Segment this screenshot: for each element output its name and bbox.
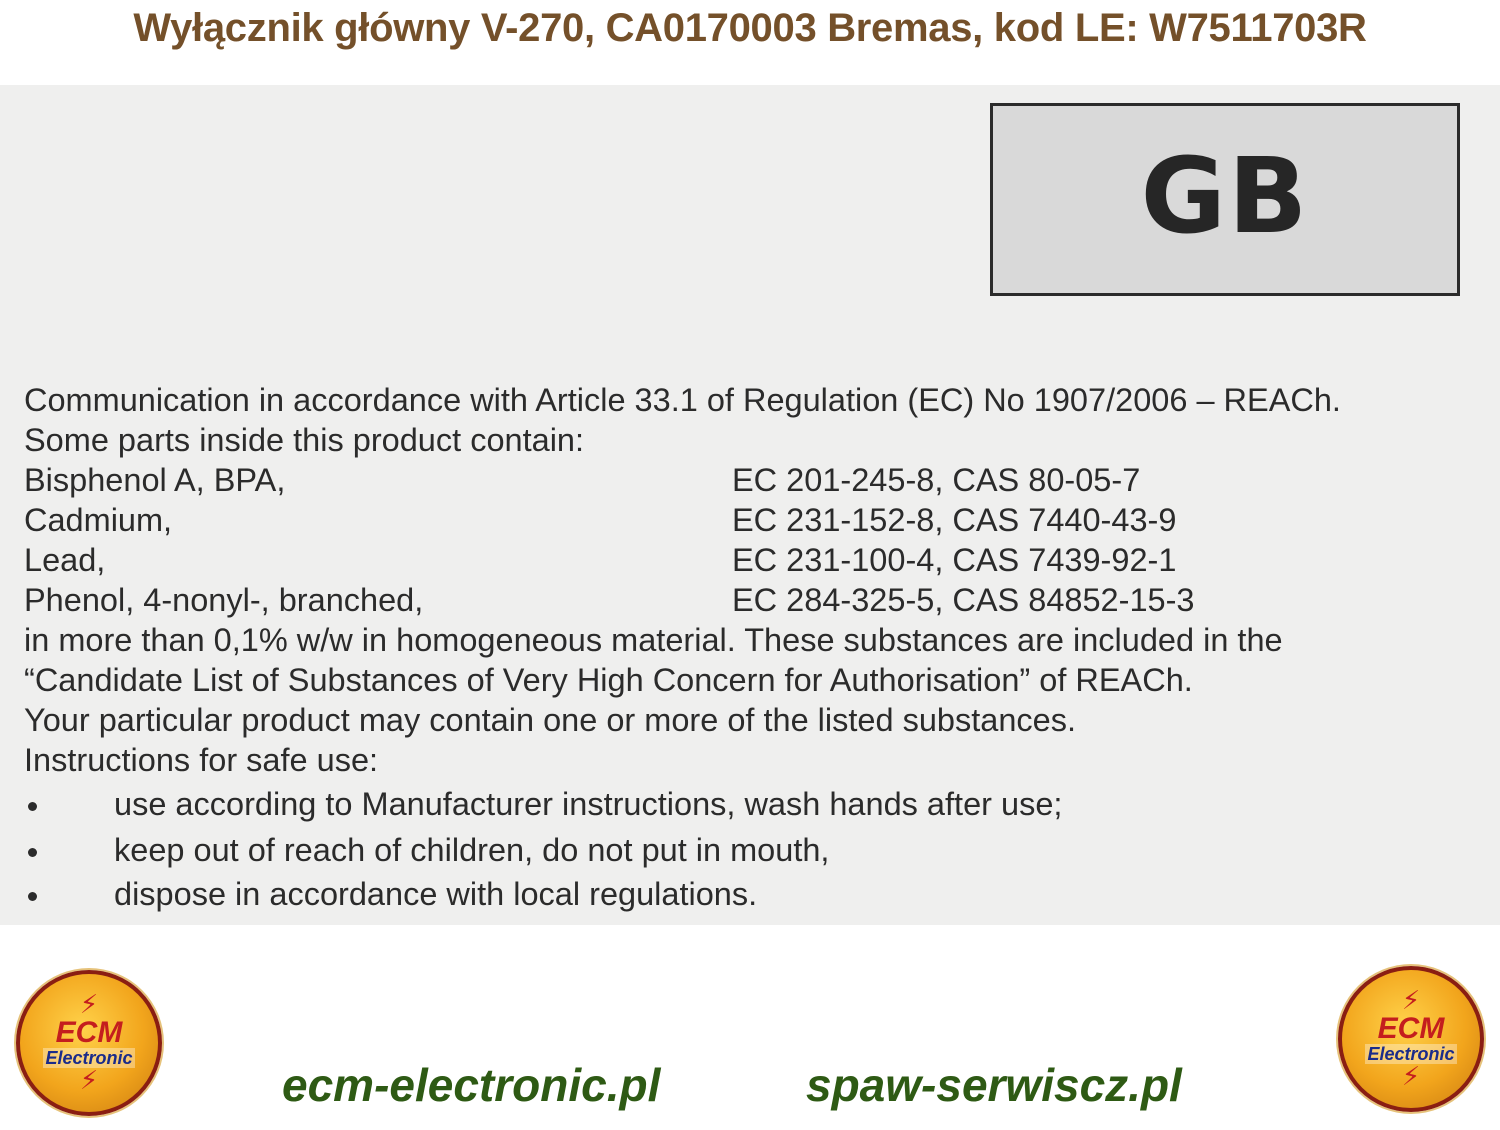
substance-name: Cadmium, xyxy=(24,502,173,538)
notice-line: Instructions for safe use: xyxy=(24,742,379,778)
substance-name: Bisphenol A, BPA, xyxy=(24,462,286,498)
lightning-icon: ⚡ xyxy=(1401,986,1421,1016)
logo-text: ECM xyxy=(55,1016,123,1049)
ecm-logo-left xyxy=(16,970,162,1116)
country-code-box xyxy=(990,103,1460,296)
instruction-item: dispose in accordance with local regulations. xyxy=(114,876,758,912)
logo-subtext: Electronic xyxy=(45,1048,133,1068)
logo-subtext: Electronic xyxy=(1367,1044,1455,1064)
substance-ids: EC 284-325-5, CAS 84852-15-3 xyxy=(732,582,1195,618)
lightning-icon: ⚡ xyxy=(1401,1062,1421,1092)
substance-name: Phenol, 4-nonyl-, branched, xyxy=(24,582,424,618)
notice-line: Your particular product may contain one or more of the listed substances. xyxy=(24,702,1077,738)
bullet-icon xyxy=(24,830,44,870)
intro-line: Some parts inside this product contain: xyxy=(24,422,585,458)
bullet-icon xyxy=(24,874,44,914)
notice-line: “Candidate List of Substances of Very High Concern for Authorisation” of REACh. xyxy=(24,662,1193,698)
logo-text: ECM xyxy=(1377,1012,1445,1045)
notice-line: in more than 0,1% w/w in homogeneous material. These substances are included in the xyxy=(24,622,1283,658)
substance-ids: EC 201-245-8, CAS 80-05-7 xyxy=(732,462,1141,498)
ecm-logo-right xyxy=(1338,966,1484,1112)
instruction-item: use according to Manufacturer instructions, wash hands after use; xyxy=(114,786,1063,822)
substance-name: Lead, xyxy=(24,542,106,578)
country-code: GB xyxy=(1140,134,1310,257)
substance-ids: EC 231-152-8, CAS 7440-43-9 xyxy=(732,502,1177,538)
lightning-icon: ⚡ xyxy=(79,990,99,1020)
substance-ids: EC 231-100-4, CAS 7439-92-1 xyxy=(732,542,1177,578)
bullet-icon xyxy=(24,784,44,824)
instruction-item: keep out of reach of children, do not put in mouth, xyxy=(114,832,830,868)
page-title: Wyłącznik główny V-270, CA0170003 Bremas, kod LE: W7511703R xyxy=(133,6,1367,50)
link-spaw-serwiscz[interactable]: spaw-serwiscz.pl xyxy=(806,1059,1182,1111)
lightning-icon: ⚡ xyxy=(79,1066,99,1096)
link-ecm-electronic[interactable]: ecm-electronic.pl xyxy=(282,1059,661,1111)
intro-line: Communication in accordance with Article 33.1 of Regulation (EC) No 1907/2006 – REACh. xyxy=(24,382,1341,418)
